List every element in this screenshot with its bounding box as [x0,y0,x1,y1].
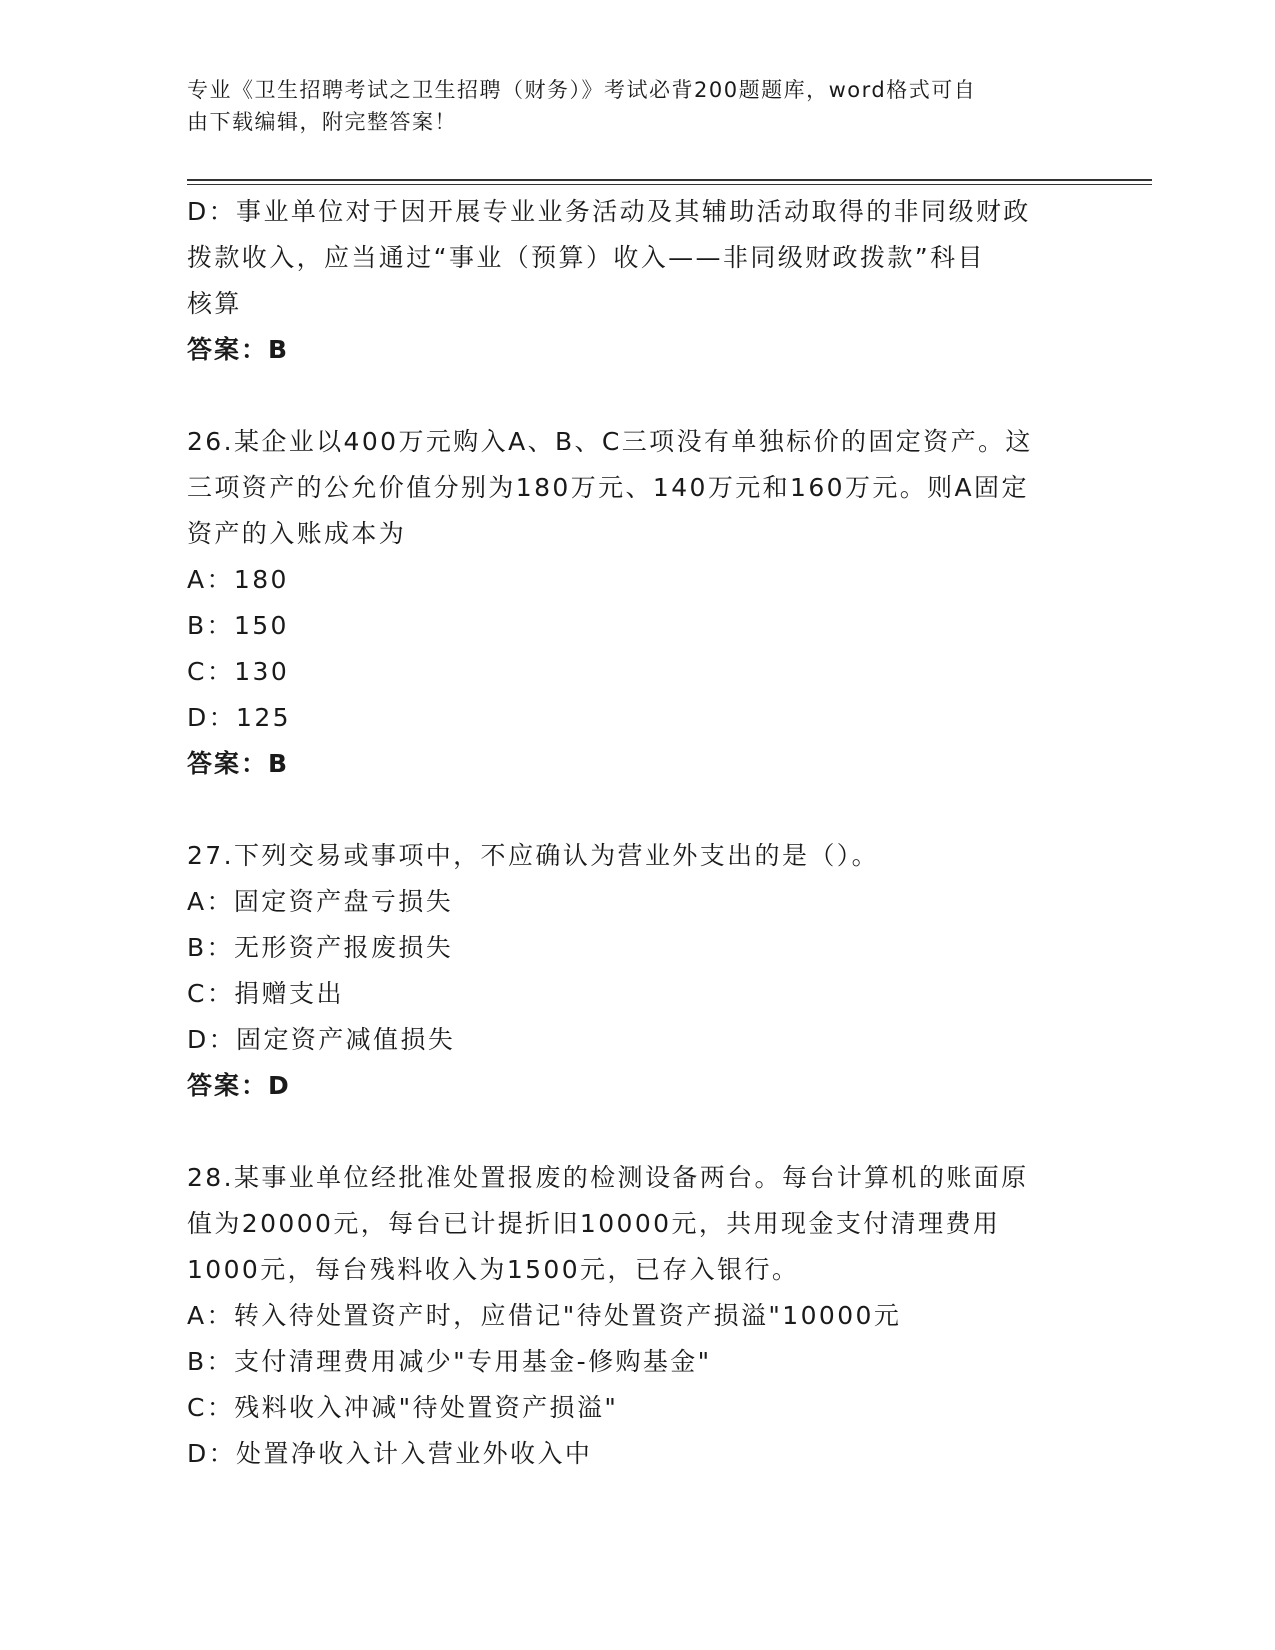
question-26 [187,419,1087,787]
option-d-line: 拨款收入，应当通过“事业（预算）收入——非同级财政拨款”科目 [187,243,985,272]
spacer [187,1109,1087,1155]
header-line-2: 由下载编辑，附完整答案！ [187,110,457,134]
option-c: C：残料收入冲减"待处置资产损溢" [187,1393,619,1422]
question-stem-line: 28.某事业单位经批准处置报废的检测设备两台。每台计算机的账面原 [187,1163,1029,1192]
question-stem-line: 三项资产的公允价值分别为180万元、140万元和160万元。则A固定 [187,473,1029,502]
question-28 [187,1155,1087,1477]
option-b: B：无形资产报废损失 [187,933,454,962]
option-d: D：125 [187,703,291,732]
question-27 [187,833,1087,1109]
option-a: A：转入待处置资产时，应借记"待处置资产损溢"10000元 [187,1301,902,1330]
option-a: A：180 [187,565,289,594]
spacer [187,787,1087,833]
header-rule-bottom [187,184,1152,185]
answer-line: 答案：B [187,749,290,778]
answer-line: 答案：B [187,335,290,364]
question-content [187,189,1087,1477]
question-stem-line: 值为20000元，每台已计提折旧10000元，共用现金支付清理费用 [187,1209,1001,1238]
question-stem-line: 资产的入账成本为 [187,519,407,548]
option-d: D：固定资产减值损失 [187,1025,456,1054]
option-b: B：150 [187,611,289,640]
option-c: C：捐赠支出 [187,979,344,1008]
option-b: B：支付清理费用减少"专用基金-修购基金" [187,1347,712,1376]
question-stem-line: 27.下列交易或事项中，不应确认为营业外支出的是（）。 [187,841,880,870]
header-line-1: 专业《卫生招聘考试之卫生招聘（财务）》考试必背200题题库，word格式可自 [187,78,977,102]
option-c: C：130 [187,657,290,686]
option-a: A：固定资产盘亏损失 [187,887,454,916]
question-25-tail [187,189,1087,373]
header-rule-top [187,179,1152,181]
question-stem-line: 26.某企业以400万元购入A、B、C三项没有单独标价的固定资产。这 [187,427,1033,456]
question-stem-line: 1000元，每台残料收入为1500元，已存入银行。 [187,1255,800,1284]
option-d-line: 核算 [187,289,242,318]
spacer [187,373,1087,419]
option-d: D：处置净收入计入营业外收入中 [187,1439,593,1468]
option-d-line: D：事业单位对于因开展专业业务活动及其辅助活动取得的非同级财政 [187,197,1031,226]
document-header [187,74,1087,138]
answer-line: 答案：D [187,1071,291,1100]
